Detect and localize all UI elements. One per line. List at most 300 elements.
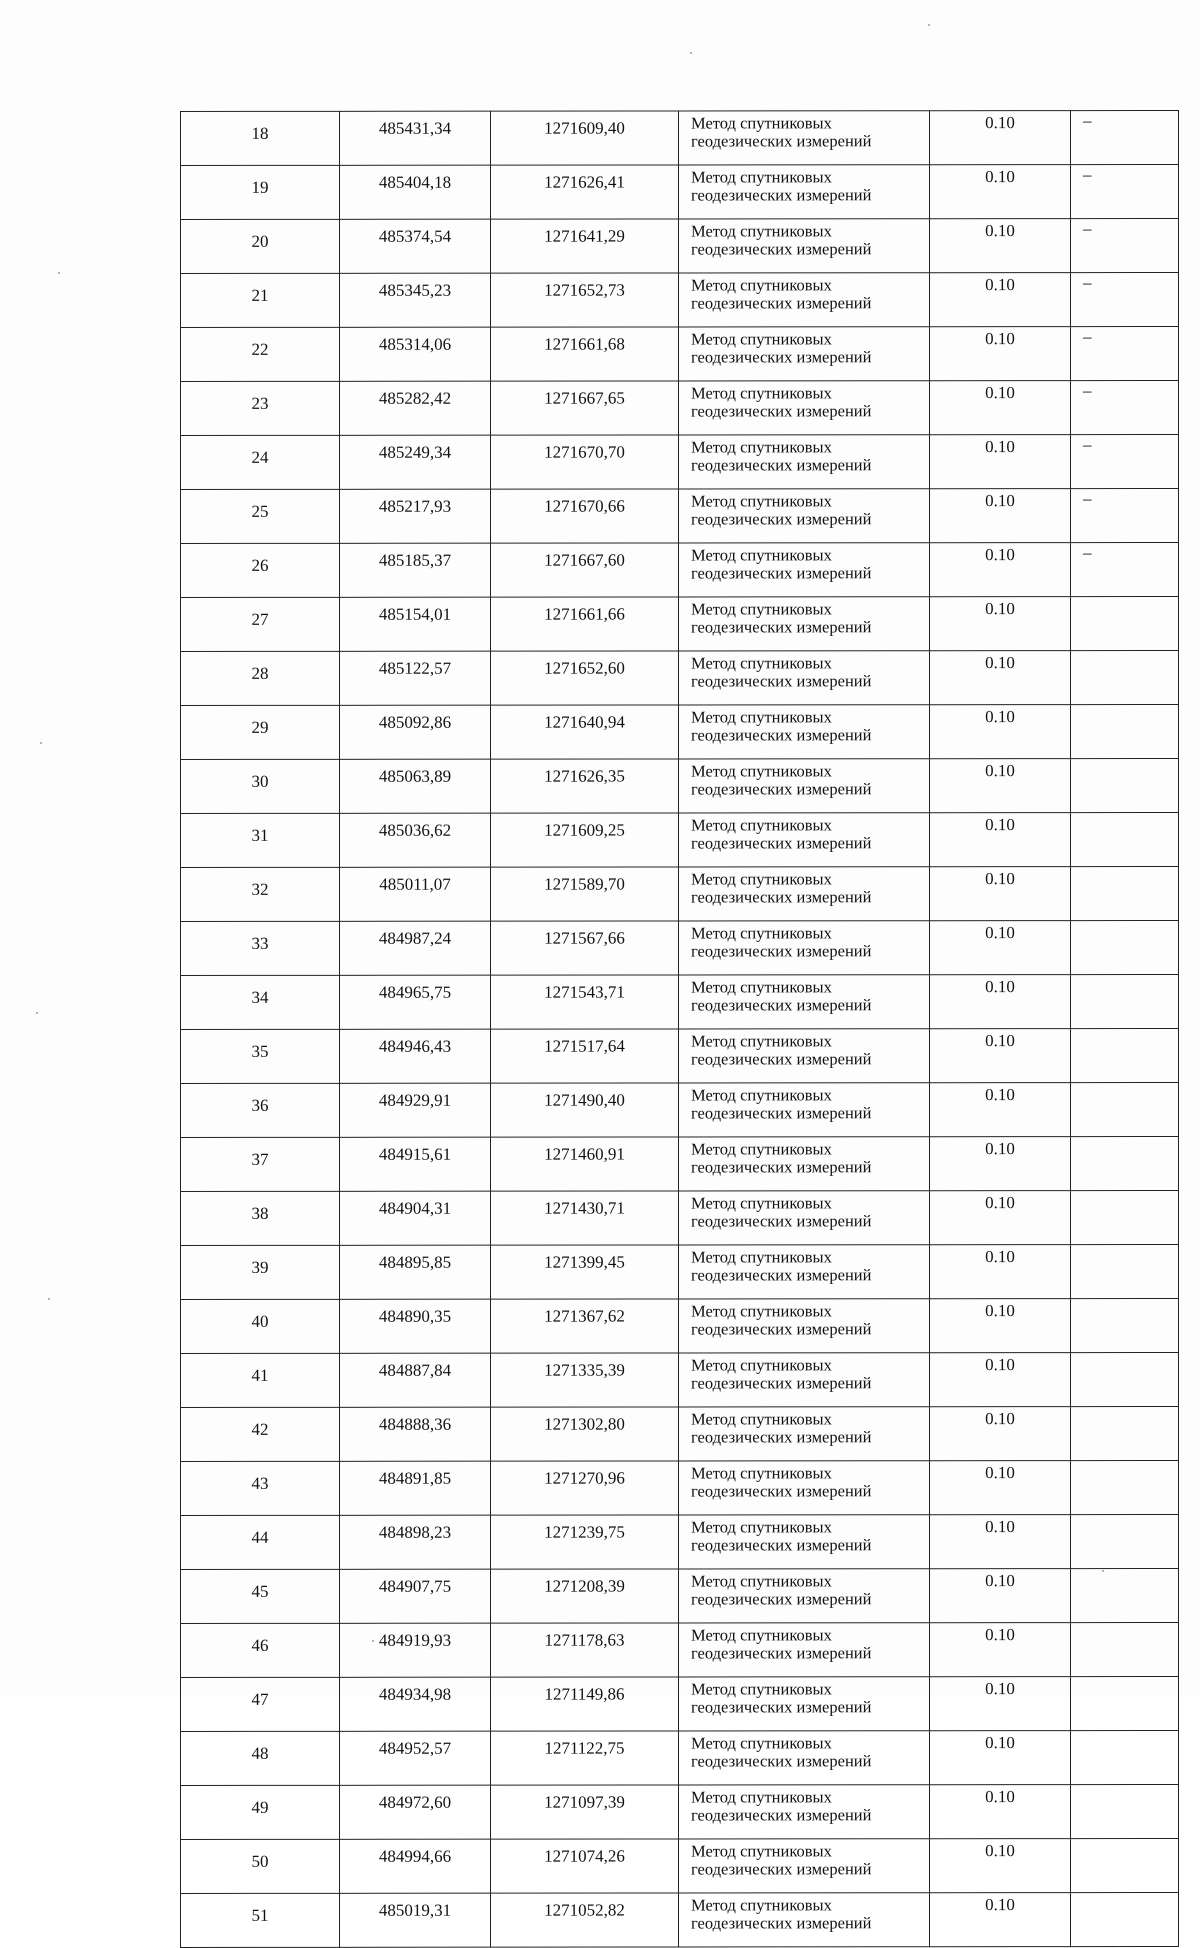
method-line-1: Метод спутниковых [691,1247,832,1267]
point-number-cell: 21 [181,273,340,327]
method-line-2: геодезических измерений [691,1481,872,1501]
note-cell [1071,920,1179,974]
point-number-cell: 43 [181,1461,340,1515]
y-coordinate-cell: 1271052,82 [491,1893,679,1947]
table-row [181,1514,1179,1569]
note-dash: – [1083,435,1092,455]
method-line-2: геодезических измерений [691,995,872,1015]
note-cell [1071,272,1179,326]
note-cell [1071,542,1179,596]
method-line-1: Метод спутниковых [691,1085,832,1105]
x-coordinate-cell: 484915,61 [340,1137,491,1191]
accuracy-cell: 0.10 [930,1515,1071,1569]
method-line-1: Метод спутниковых [691,1409,832,1429]
accuracy-cell: 0.10 [930,273,1071,327]
accuracy-cell: 0.10 [930,381,1071,435]
point-number-cell: 51 [181,1893,340,1947]
table-row [181,920,1179,975]
note-cell [1071,704,1179,758]
y-coordinate-cell: 1271208,39 [491,1569,679,1623]
y-coordinate-cell: 1271626,35 [491,759,679,813]
method-line-2: геодезических измерений [691,779,872,799]
y-coordinate-cell: 1271270,96 [491,1461,679,1515]
method-line-2: геодезических измерений [691,1751,872,1771]
x-coordinate-cell: 485217,93 [340,489,491,543]
method-line-1: Метод спутниковых [691,1355,832,1375]
method-cell [679,867,930,921]
accuracy-cell: 0.10 [930,1137,1071,1191]
note-cell [1071,1244,1179,1298]
method-line-1: Метод спутниковых [691,815,832,835]
table-row [181,812,1179,867]
method-line-2: геодезических измерений [691,725,872,745]
method-line-1: Метод спутниковых [691,167,832,187]
method-line-1: Метод спутниковых [691,1625,832,1645]
y-coordinate-cell: 1271543,71 [491,975,679,1029]
y-coordinate-cell: 1271589,70 [491,867,679,921]
method-cell [679,921,930,975]
accuracy-cell: 0.10 [930,867,1071,921]
note-cell [1071,1352,1179,1406]
table-row [181,596,1179,651]
method-line-2: геодезических измерений [691,293,872,313]
table-row [181,1892,1179,1947]
x-coordinate-cell: 484904,31 [340,1191,491,1245]
note-cell [1071,326,1179,380]
method-line-1: Метод спутниковых [691,1895,832,1915]
method-cell [679,1839,930,1893]
accuracy-cell: 0.10 [930,1353,1071,1407]
accuracy-cell: 0.10 [930,1839,1071,1893]
x-coordinate-cell: 485404,18 [340,165,491,219]
method-line-1: Метод спутниковых [691,1301,832,1321]
accuracy-cell: 0.10 [930,219,1071,273]
accuracy-cell: 0.10 [930,1785,1071,1839]
method-line-2: геодезических измерений [691,347,872,367]
accuracy-cell: 0.10 [930,489,1071,543]
y-coordinate-cell: 1271149,86 [491,1677,679,1731]
method-cell [679,759,930,813]
method-line-2: геодезических измерений [691,1049,872,1069]
method-line-2: геодезических измерений [691,1913,872,1933]
accuracy-cell: 0.10 [930,759,1071,813]
x-coordinate-cell: 485431,34 [340,111,491,165]
method-line-1: Метод спутниковых [691,1733,832,1753]
y-coordinate-cell: 1271239,75 [491,1515,679,1569]
method-cell [679,1407,930,1461]
point-number-cell: 42 [181,1407,340,1461]
y-coordinate-cell: 1271430,71 [491,1191,679,1245]
y-coordinate-cell: 1271661,66 [491,597,679,651]
method-line-2: геодезических измерений [691,1697,872,1717]
y-coordinate-cell: 1271626,41 [491,165,679,219]
point-number-cell: 39 [181,1245,340,1299]
point-number-cell: 18 [181,111,340,165]
point-number-cell: 40 [181,1299,340,1353]
accuracy-cell: 0.10 [930,921,1071,975]
table-row [181,1406,1179,1461]
y-coordinate-cell: 1271490,40 [491,1083,679,1137]
method-line-1: Метод спутниковых [691,1679,832,1699]
y-coordinate-cell: 1271302,80 [491,1407,679,1461]
method-cell [679,1191,930,1245]
note-dash: – [1083,489,1092,509]
point-number-cell: 26 [181,543,340,597]
note-cell [1071,1838,1179,1892]
table-row [181,488,1179,543]
method-line-2: геодезических измерений [691,1859,872,1879]
accuracy-cell: 0.10 [930,111,1071,165]
method-cell [679,1299,930,1353]
note-cell [1071,1784,1179,1838]
method-line-1: Метод спутниковых [691,1787,832,1807]
method-line-2: геодезических измерений [691,833,872,853]
point-number-cell: 29 [181,705,340,759]
point-number-cell: 25 [181,489,340,543]
method-line-1: Метод спутниковых [691,923,832,943]
point-number-cell: 49 [181,1785,340,1839]
method-cell [679,1569,930,1623]
note-cell [1071,596,1179,650]
table-row [181,272,1179,327]
point-number-cell: 20 [181,219,340,273]
point-number-cell: 31 [181,813,340,867]
method-line-2: геодезических измерений [691,131,872,151]
accuracy-cell: 0.10 [930,165,1071,219]
method-line-1: Метод спутниковых [691,1463,832,1483]
x-coordinate-cell: 485282,42 [340,381,491,435]
note-cell [1071,1406,1179,1460]
y-coordinate-cell: 1271670,66 [491,489,679,543]
method-line-2: геодезических измерений [691,1805,872,1825]
note-cell [1071,1082,1179,1136]
method-line-1: Метод спутниковых [691,113,832,133]
accuracy-cell: 0.10 [930,813,1071,867]
table-row [181,1244,1179,1299]
y-coordinate-cell: 1271640,94 [491,705,679,759]
method-line-1: Метод спутниковых [691,761,832,781]
point-number-cell: 19 [181,165,340,219]
note-cell [1071,1892,1179,1946]
scan-speck [372,1640,374,1642]
accuracy-cell: 0.10 [930,1569,1071,1623]
table-row [181,434,1179,489]
coordinates-table-body [181,110,1179,1947]
table-row [181,1190,1179,1245]
x-coordinate-cell: 485122,57 [340,651,491,705]
note-dash: – [1083,219,1092,239]
y-coordinate-cell: 1271074,26 [491,1839,679,1893]
method-cell [679,651,930,705]
point-number-cell: 38 [181,1191,340,1245]
x-coordinate-cell: 485036,62 [340,813,491,867]
x-coordinate-cell: 484919,93 [340,1623,491,1677]
method-line-2: геодезических измерений [691,887,872,907]
method-line-1: Метод спутниковых [691,653,832,673]
method-line-2: геодезических измерений [691,941,872,961]
method-cell [679,705,930,759]
point-number-cell: 34 [181,975,340,1029]
method-cell [679,1623,930,1677]
accuracy-cell: 0.10 [930,1299,1071,1353]
table-row [181,866,1179,921]
x-coordinate-cell: 484891,85 [340,1461,491,1515]
note-cell [1071,758,1179,812]
note-cell [1071,974,1179,1028]
point-number-cell: 32 [181,867,340,921]
x-coordinate-cell: 484965,75 [340,975,491,1029]
method-cell [679,489,930,543]
table-row [181,1676,1179,1731]
method-line-2: геодезических измерений [691,671,872,691]
y-coordinate-cell: 1271661,68 [491,327,679,381]
method-line-2: геодезических измерений [691,617,872,637]
method-cell [679,1245,930,1299]
method-line-1: Метод спутниковых [691,437,832,457]
accuracy-cell: 0.10 [930,597,1071,651]
method-line-1: Метод спутниковых [691,1139,832,1159]
x-coordinate-cell: 485314,06 [340,327,491,381]
method-cell [679,219,930,273]
method-cell [679,543,930,597]
note-cell [1071,1190,1179,1244]
method-cell [679,813,930,867]
x-coordinate-cell: 484946,43 [340,1029,491,1083]
scan-speck [1102,1570,1104,1572]
method-cell [679,273,930,327]
method-line-2: геодезических измерений [691,1427,872,1447]
method-cell [679,1731,930,1785]
note-cell [1071,812,1179,866]
table-row [181,110,1179,165]
method-line-1: Метод спутниковых [691,383,832,403]
x-coordinate-cell: 485063,89 [340,759,491,813]
note-cell [1071,380,1179,434]
point-number-cell: 50 [181,1839,340,1893]
method-cell [679,1083,930,1137]
y-coordinate-cell: 1271667,65 [491,381,679,435]
x-coordinate-cell: 484887,84 [340,1353,491,1407]
method-line-1: Метод спутниковых [691,1517,832,1537]
table-row [181,542,1179,597]
method-line-2: геодезических измерений [691,1643,872,1663]
table-row [181,1784,1179,1839]
point-number-cell: 24 [181,435,340,489]
table-row [181,758,1179,813]
table-row [181,218,1179,273]
method-line-1: Метод спутниковых [691,1841,832,1861]
table-row [181,1298,1179,1353]
method-line-1: Метод спутниковых [691,545,832,565]
x-coordinate-cell: 485092,86 [340,705,491,759]
note-dash: – [1083,165,1092,185]
method-cell [679,1893,930,1947]
y-coordinate-cell: 1271609,40 [491,111,679,165]
table-row [181,1838,1179,1893]
table-row [181,1730,1179,1785]
method-line-2: геодезических измерений [691,1535,872,1555]
method-cell [679,327,930,381]
accuracy-cell: 0.10 [930,1461,1071,1515]
point-number-cell: 27 [181,597,340,651]
note-cell [1071,1568,1179,1622]
note-dash: – [1083,327,1092,347]
note-dash: – [1083,381,1092,401]
accuracy-cell: 0.10 [930,651,1071,705]
x-coordinate-cell: 484929,91 [340,1083,491,1137]
note-cell [1071,110,1179,164]
method-cell [679,1677,930,1731]
note-cell [1071,1028,1179,1082]
coordinates-table [180,110,1179,1948]
point-number-cell: 33 [181,921,340,975]
method-line-2: геодезических измерений [691,1157,872,1177]
note-cell [1071,218,1179,272]
method-cell [679,1785,930,1839]
method-line-1: Метод спутниковых [691,329,832,349]
note-dash: – [1083,543,1092,563]
accuracy-cell: 0.10 [930,1677,1071,1731]
table-row [181,1028,1179,1083]
method-cell [679,1353,930,1407]
method-cell [679,975,930,1029]
y-coordinate-cell: 1271517,64 [491,1029,679,1083]
method-line-1: Метод спутниковых [691,977,832,997]
method-line-2: геодезических измерений [691,401,872,421]
accuracy-cell: 0.10 [930,435,1071,489]
point-number-cell: 35 [181,1029,340,1083]
point-number-cell: 23 [181,381,340,435]
x-coordinate-cell: 484895,85 [340,1245,491,1299]
point-number-cell: 44 [181,1515,340,1569]
x-coordinate-cell: 484972,60 [340,1785,491,1839]
scan-speck [40,742,42,744]
method-cell [679,381,930,435]
x-coordinate-cell: 484907,75 [340,1569,491,1623]
method-line-1: Метод спутниковых [691,275,832,295]
note-dash: – [1083,273,1092,293]
y-coordinate-cell: 1271367,62 [491,1299,679,1353]
note-cell [1071,866,1179,920]
table-row [181,1082,1179,1137]
accuracy-cell: 0.10 [930,1245,1071,1299]
x-coordinate-cell: 484890,35 [340,1299,491,1353]
accuracy-cell: 0.10 [930,705,1071,759]
x-coordinate-cell: 484934,98 [340,1677,491,1731]
y-coordinate-cell: 1271097,39 [491,1785,679,1839]
note-cell [1071,434,1179,488]
note-cell [1071,650,1179,704]
x-coordinate-cell: 485154,01 [340,597,491,651]
table-row [181,380,1179,435]
point-number-cell: 36 [181,1083,340,1137]
x-coordinate-cell: 485011,07 [340,867,491,921]
table-row [181,1460,1179,1515]
accuracy-cell: 0.10 [930,1029,1071,1083]
point-number-cell: 45 [181,1569,340,1623]
table-row [181,704,1179,759]
accuracy-cell: 0.10 [930,1893,1071,1947]
method-line-2: геодезических измерений [691,563,872,583]
accuracy-cell: 0.10 [930,1407,1071,1461]
method-line-2: геодезических измерений [691,455,872,475]
table-row [181,1622,1179,1677]
method-cell [679,1515,930,1569]
method-line-2: геодезических измерений [691,239,872,259]
y-coordinate-cell: 1271667,60 [491,543,679,597]
table-row [181,650,1179,705]
x-coordinate-cell: 485249,34 [340,435,491,489]
point-number-cell: 37 [181,1137,340,1191]
method-line-1: Метод спутниковых [691,1193,832,1213]
note-cell [1071,1460,1179,1514]
point-number-cell: 41 [181,1353,340,1407]
point-number-cell: 48 [181,1731,340,1785]
note-cell [1071,1514,1179,1568]
point-number-cell: 28 [181,651,340,705]
method-line-1: Метод спутниковых [691,1031,832,1051]
method-line-1: Метод спутниковых [691,599,832,619]
note-cell [1071,1298,1179,1352]
y-coordinate-cell: 1271641,29 [491,219,679,273]
method-line-2: геодезических измерений [691,509,872,529]
note-dash: – [1083,111,1092,131]
table-row [181,974,1179,1029]
table-row [181,1568,1179,1623]
accuracy-cell: 0.10 [930,543,1071,597]
x-coordinate-cell: 485345,23 [340,273,491,327]
point-number-cell: 47 [181,1677,340,1731]
point-number-cell: 46 [181,1623,340,1677]
method-line-1: Метод спутниковых [691,707,832,727]
accuracy-cell: 0.10 [930,975,1071,1029]
x-coordinate-cell: 484898,23 [340,1515,491,1569]
method-cell [679,1461,930,1515]
accuracy-cell: 0.10 [930,1083,1071,1137]
y-coordinate-cell: 1271567,66 [491,921,679,975]
method-line-2: геодезических измерений [691,1103,872,1123]
table-row [181,164,1179,219]
x-coordinate-cell: 485374,54 [340,219,491,273]
method-cell [679,1029,930,1083]
table-row [181,1352,1179,1407]
x-coordinate-cell: 484952,57 [340,1731,491,1785]
scan-speck [58,272,60,274]
accuracy-cell: 0.10 [930,327,1071,381]
scan-speck [690,52,692,54]
x-coordinate-cell: 485185,37 [340,543,491,597]
method-line-1: Метод спутниковых [691,1571,832,1591]
x-coordinate-cell: 484888,36 [340,1407,491,1461]
scan-speck [48,1298,50,1300]
method-line-2: геодезических измерений [691,185,872,205]
x-coordinate-cell: 484994,66 [340,1839,491,1893]
y-coordinate-cell: 1271122,75 [491,1731,679,1785]
y-coordinate-cell: 1271652,73 [491,273,679,327]
method-line-1: Метод спутниковых [691,491,832,511]
table-row [181,326,1179,381]
method-line-2: геодезических измерений [691,1319,872,1339]
method-line-1: Метод спутниковых [691,869,832,889]
accuracy-cell: 0.10 [930,1731,1071,1785]
scan-speck [928,24,930,26]
y-coordinate-cell: 1271652,60 [491,651,679,705]
y-coordinate-cell: 1271178,63 [491,1623,679,1677]
method-line-2: геодезических измерений [691,1211,872,1231]
x-coordinate-cell: 485019,31 [340,1893,491,1947]
accuracy-cell: 0.10 [930,1623,1071,1677]
method-cell [679,1137,930,1191]
